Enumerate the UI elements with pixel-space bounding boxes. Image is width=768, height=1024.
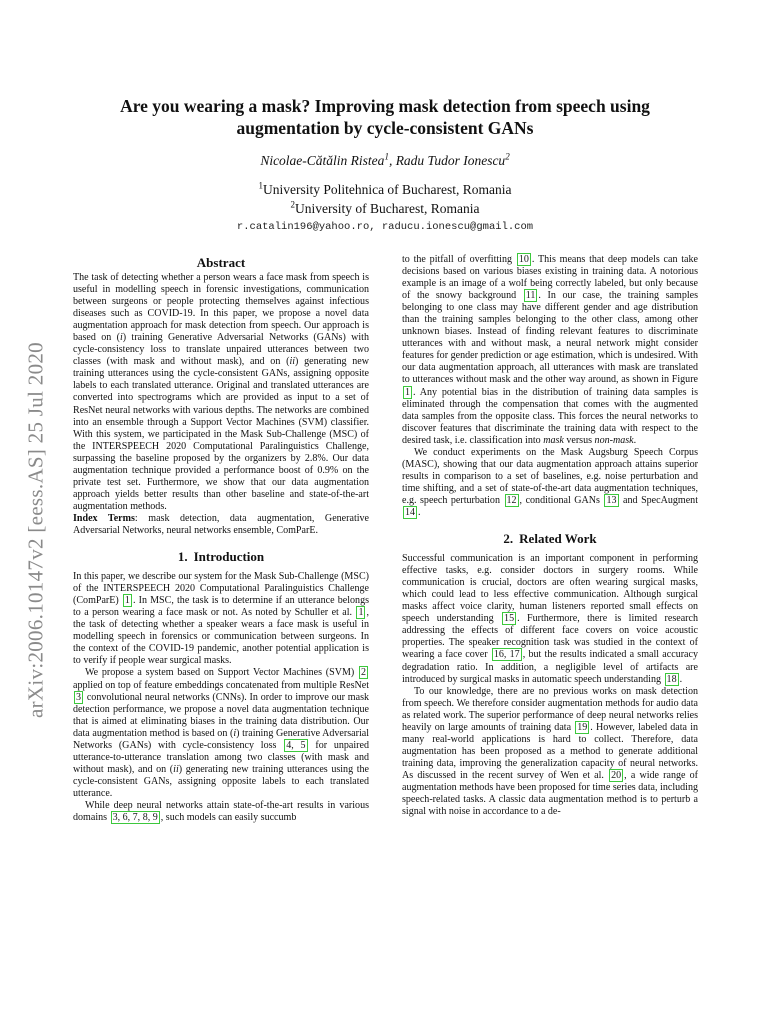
affiliation-2-text: University of Bucharest, Romania [295, 201, 480, 216]
author-emails: r.catalin196@yahoo.ro, raducu.ionescu@gmail.com [236, 221, 534, 233]
affiliation-1-mark: 1 [258, 180, 263, 191]
affiliation-2 [80, 201, 690, 217]
citation-link[interactable]: 15 [504, 613, 515, 625]
arxiv-identifier-stamp [18, 320, 54, 740]
affiliation-1-text: University Politehnica of Bucharest, Romania [262, 182, 512, 197]
index-terms: Index Terms: mask detection, data augmentation, Generative Adversarial Networks, neural networks ensemble, ComParE. [73, 512, 370, 536]
arxiv-identifier-text: arXiv:2006.10147v2 [eess.AS] 25 Jul 2020 [23, 342, 48, 718]
citation-link[interactable]: 16, 17 [493, 649, 520, 661]
citation-link[interactable]: 10 [518, 254, 529, 265]
index-terms-label: Index Terms [73, 512, 135, 524]
citation-link[interactable]: 4, 5 [286, 739, 306, 751]
citation-link[interactable]: 14 [405, 506, 416, 518]
citation-link[interactable]: 3 [76, 691, 82, 703]
title-line-2: augmentation by cycle-consistent GANs [236, 118, 534, 138]
enum-ii: ii [289, 356, 296, 368]
intro-paragraph-3-continued: to the pitfall of overfitting 10 . This means that deep models can take decisions based on various biases existing in training data. A notorious example is an image of a wolf being correctly labeled, but only because of the snowy background 11 . In our case, the training samples belonging to one class may have different gender and age distribution than the training samples belonging to the other class, among other unknown biases. Instead of finding relevant features to discriminate utterances with and without mask, a neural network might consider features for gender prediction or age estimation, which is undesired. With our data augmentation approach, all utterances with mask are translated to utterances without mask and the other way around, as shown in Figure 1 . Any potential bias in the distribution of training data samples is eliminated through the compensation that comes with the augmented data samples from the opposite class. This forces the neural networks to discover features that discriminate the training data with respect to the desired task, i.e. classification into mask versus non-mask. [402, 254, 699, 446]
author-1-affil-mark: 1 [384, 151, 389, 162]
abstract-body: The task of detecting whether a person wears a face mask from speech is useful in modelling speech in forensic investigations, communication between surgeons or people protecting themselves against infectious diseases such as COVID-19. In this paper, we propose a novel data augmentation approach for mask detection from speech. Our approach is based on (i) training Generative Adversarial Networks (GANs) with cycle-consistency loss to translate unpaired utterances between two classes (with mask and without mask), and on (ii) generating new training utterances using the cycle-consistent GANs, assigning opposite labels to each translated utterance. Original and translated utterances are converted into spectrograms which are provided as input to a set of ResNet neural networks with various depths. The networks are combined into an ensemble through a Support Vector Machines (SVM) classifier. With this system, we participated in the Mask Sub-Challenge (MSC) of the INTERSPEECH 2020 Computational Paralinguistics Challenge, surpassing the baseline proposed by the organizers by 2.8%. Our data augmentation technique provided a performance boost of 0.9% on the private test set. Furthermore, we show that our data augmentation approach yields better results than other baseline and state-of-the-art augmentation methods. [73, 272, 370, 512]
author-1: Nicolae-Cătălin Ristea [260, 153, 385, 168]
author-list [80, 153, 690, 169]
citation-link[interactable]: 20 [611, 769, 622, 781]
citation-link[interactable]: 19 [577, 721, 588, 733]
citation-link[interactable]: 18 [666, 673, 677, 685]
section-heading-related-work: 2. Related Work [503, 531, 597, 547]
intro-paragraph-2: We propose a system based on Support Vector Machines (SVM) 2 applied on top of feature embeddings concatenated from multiple ResNet 3 convolutional neural networks (CNNs). In order to improve our mask detection performance, we propose a novel data augmentation technique that is aimed at eliminating biases in the training data distribution. Our data augmentation method is based on (i) training Generative Adversarial Networks (GANs) with cycle-consistency loss 4, 5 for unpaired utterance-to-utterance translation among two classes (with mask and without mask), and on (ii) generating new training utterances using the cycle-consistent GANs, assigning opposite labels to each translated utterance. [73, 667, 370, 799]
figure-reference-link[interactable]: 1 [405, 386, 411, 398]
title-line-1: Are you wearing a mask? Improving mask detection from speech using [120, 96, 650, 116]
intro-paragraph-1: In this paper, we describe our system for the Mask Sub-Challenge (MSC) of the INTERSPEECH 2020 Computational Paralinguistics Challenge (ComParE) 1 . In MSC, the task is to determine if an utterance belongs to a person wearing a face mask or not. As noted by Schuller et al. 1 , the task of detecting whether a speaker wears a face mask is useful in modelling speech in forensics or communication between surgeons. In the context of the COVID-19 pandemic, another potential application is to verify if people wear surgical masks. [73, 571, 370, 667]
author-2: Radu Tudor Ionescu [395, 153, 506, 168]
abstract-heading: Abstract [196, 255, 246, 270]
author-separator: , [388, 153, 396, 168]
citation-link[interactable]: 1 [124, 595, 130, 607]
citation-link[interactable]: 2 [360, 667, 366, 679]
section-heading-introduction: 1. Introduction [177, 549, 265, 565]
paper-title [80, 95, 690, 139]
left-column [73, 254, 369, 824]
related-paragraph-1: Successful communication is an important component in performing effective tasks, e.g. consider doctors in surgery rooms. While communication is crucial, doctors are often wearing surgical masks, which could lead to less effective communication. Although surgical masks affect voice clarity, human listeners reported small effects on speech understanding 15 . Furthermore, there is limited research addressing the effects of different face covers on voice acoustic properties. The speaker recognition task was studied in the context of wearing a face cover 16, 17 , but the results indicated a small accuracy degradation ratio. In addition, a negligible level of artifacts are introduced by surgical masks in automatic speech understanding 18 . [402, 553, 698, 685]
citation-link[interactable]: 3, 6, 7, 8, 9 [112, 812, 158, 824]
citation-link[interactable]: 1 [358, 607, 364, 619]
citation-link[interactable]: 11 [525, 290, 536, 302]
right-column [402, 254, 698, 818]
related-paragraph-2: To our knowledge, there are no previous works on mask detection from speech. We therefore consider augmentation methods for audio data as related work. The superior performance of deep neural networks relies heavily on large amounts of training data 19 . However, labeled data in many real-world applications is hard to collect. Therefore, data augmentation has been proposed as a method to generate additional training data, improving the generalization capacity of neural networks. As discussed in the recent survey of Wen et al. 20 , a wide range of augmentation methods have been proposed for time series data, including speech-related tasks. A classic data augmentation method is to perturb a signal with noise in accordance to a de- [402, 685, 699, 818]
affiliation-2-mark: 2 [290, 199, 296, 210]
author-2-affil-mark: 2 [505, 151, 510, 162]
intro-paragraph-4: We conduct experiments on the Mask Augsburg Speech Corpus (MASC), showing that our data augmentation approach attains superior results in comparison to a set of baselines, e.g. noise perturbation and time shifting, and a set of state-of-the-art data augmentation techniques, e.g. speech perturbation 12 , conditional GANs 13 and SpecAugment 14 . [402, 446, 698, 518]
enum-i: i [119, 332, 123, 344]
intro-paragraph-3: While deep neural networks attain state-of-the-art results in various domains 3, 6, 7, 8, 9 , such models can easily succumb [73, 799, 369, 824]
citation-link[interactable]: 12 [506, 494, 517, 506]
affiliation-1 [80, 182, 690, 198]
citation-link[interactable]: 13 [606, 494, 617, 506]
